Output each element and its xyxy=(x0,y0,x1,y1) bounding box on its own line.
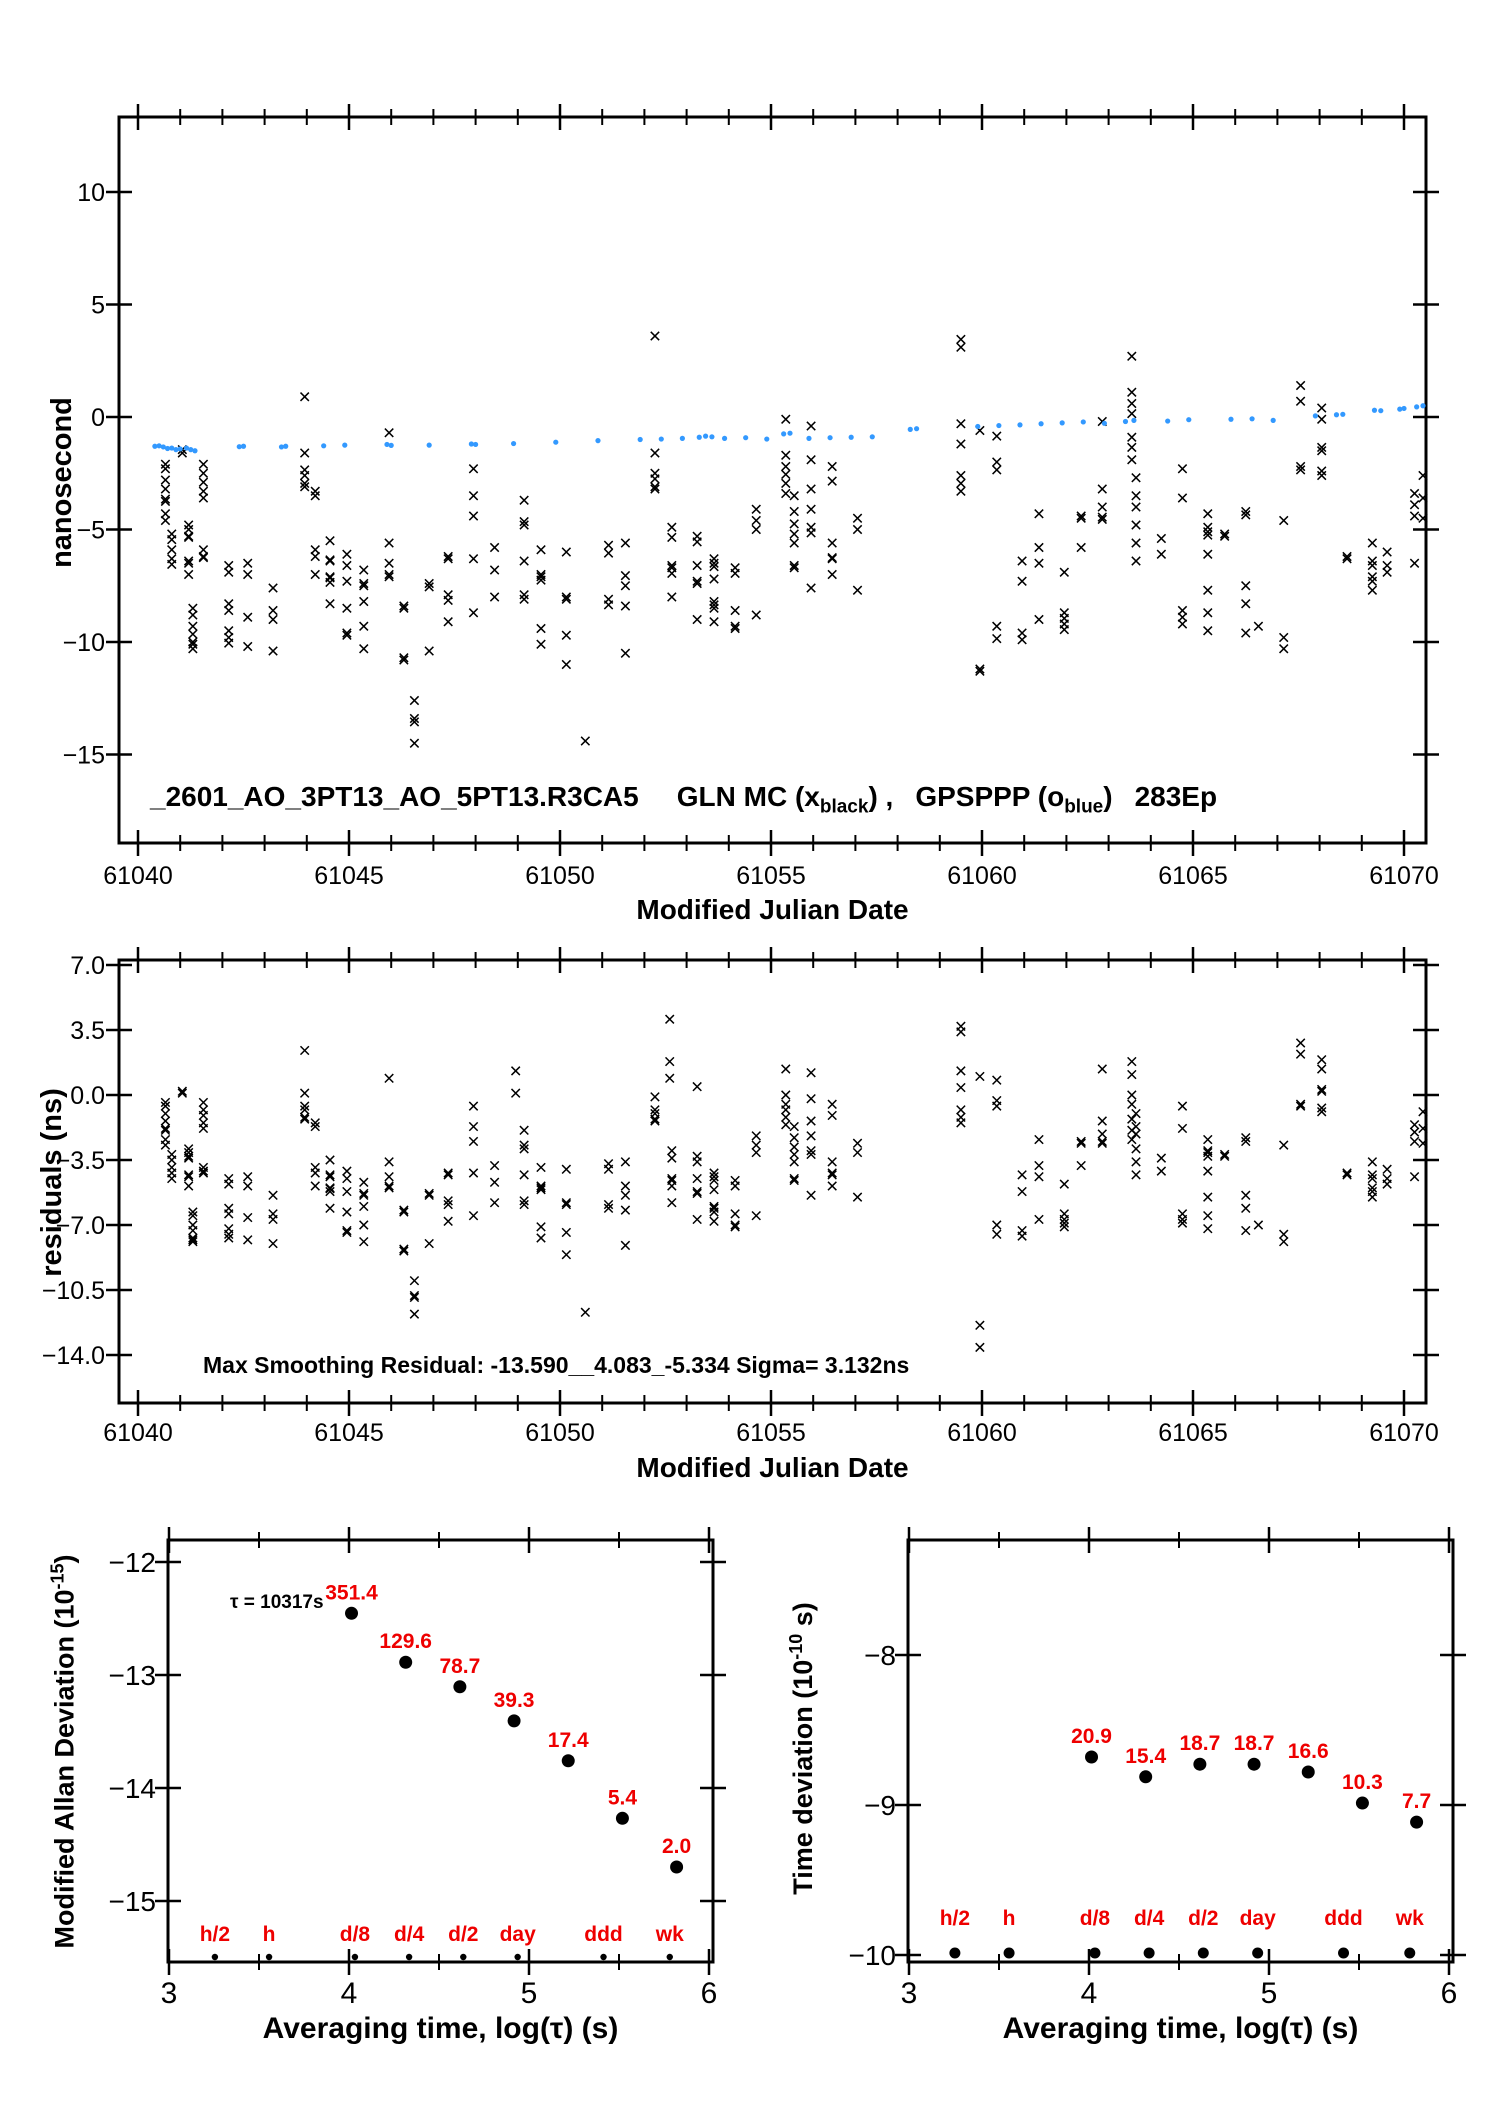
tau-annotation: τ = 10317s xyxy=(230,1592,324,1613)
svg-text:day: day xyxy=(1239,1907,1276,1930)
svg-text:−13: −13 xyxy=(108,1660,156,1691)
svg-text:61040: 61040 xyxy=(103,862,173,890)
svg-text:d/2: d/2 xyxy=(448,1923,479,1946)
svg-text:61055: 61055 xyxy=(736,1419,806,1447)
svg-text:61065: 61065 xyxy=(1158,862,1228,890)
svg-text:61050: 61050 xyxy=(525,1419,595,1447)
svg-text:61060: 61060 xyxy=(947,1419,1017,1447)
svg-text:d/8: d/8 xyxy=(339,1923,371,1946)
svg-text:ddd: ddd xyxy=(584,1923,623,1946)
tdev-tag-row xyxy=(940,1907,1424,1959)
svg-text:d/4: d/4 xyxy=(1133,1907,1165,1930)
svg-text:h/2: h/2 xyxy=(939,1907,971,1930)
svg-text:4: 4 xyxy=(1080,1977,1098,2010)
svg-text:d/8: d/8 xyxy=(1079,1907,1111,1930)
svg-text:7.7: 7.7 xyxy=(1401,1790,1432,1814)
svg-text:day: day xyxy=(499,1923,536,1946)
svg-text:ddd: ddd xyxy=(1324,1907,1363,1930)
svg-text:d/4: d/4 xyxy=(393,1923,425,1946)
svg-text:3.5: 3.5 xyxy=(70,1017,105,1046)
mid-x-axis-title: Modified Julian Date xyxy=(636,1452,909,1483)
svg-text:61055: 61055 xyxy=(736,862,806,890)
svg-text:15.4: 15.4 xyxy=(1125,1744,1167,1768)
svg-text:−14.0: −14.0 xyxy=(41,1341,105,1370)
svg-text:−10: −10 xyxy=(848,1940,896,1971)
series1-label: GLN MC $(x_{black})$ , xyxy=(676,781,894,818)
svg-text:6: 6 xyxy=(700,1977,718,2010)
svg-text:d/2: d/2 xyxy=(1188,1907,1219,1930)
svg-text:17.4: 17.4 xyxy=(547,1728,589,1752)
svg-text:−15: −15 xyxy=(108,1886,156,1917)
svg-text:18.7: 18.7 xyxy=(1233,1732,1275,1756)
tdev-data-points xyxy=(1071,1725,1431,1829)
max-smoothing-annotation: Max Smoothing Residual: -13.590__4.083_-5.334 Sigma= 3.132ns xyxy=(203,1352,910,1378)
svg-text:61045: 61045 xyxy=(314,862,384,890)
top-panel xyxy=(63,104,1439,890)
svg-text:−8: −8 xyxy=(864,1640,896,1671)
svg-text:3: 3 xyxy=(160,1977,178,2010)
svg-text:5.4: 5.4 xyxy=(607,1786,638,1810)
mad-tag-row xyxy=(200,1923,684,1960)
svg-text:18.7: 18.7 xyxy=(1179,1732,1221,1756)
tdev-panel xyxy=(849,1527,1467,2010)
svg-text:39.3: 39.3 xyxy=(493,1688,535,1712)
svg-text:5: 5 xyxy=(520,1977,538,2010)
svg-text:129.6: 129.6 xyxy=(379,1630,432,1654)
top-panel-title xyxy=(150,781,1217,819)
svg-text:5: 5 xyxy=(1260,1977,1278,2010)
svg-text:61050: 61050 xyxy=(525,862,595,890)
svg-text:4: 4 xyxy=(340,1977,358,2010)
svg-text:−12: −12 xyxy=(108,1547,156,1578)
svg-text:−3.5: −3.5 xyxy=(55,1146,105,1175)
svg-text:−9: −9 xyxy=(864,1790,896,1821)
svg-text:−14: −14 xyxy=(108,1773,156,1804)
svg-text:78.7: 78.7 xyxy=(439,1654,481,1678)
svg-text:61040: 61040 xyxy=(103,1419,173,1447)
svg-text:h/2: h/2 xyxy=(199,1923,231,1946)
svg-text:10: 10 xyxy=(77,179,105,207)
mad-data-points xyxy=(325,1581,691,1873)
svg-text:16.6: 16.6 xyxy=(1287,1740,1329,1763)
svg-text:−15: −15 xyxy=(62,741,105,770)
svg-text:−10: −10 xyxy=(62,629,105,657)
mad-x-axis-title: Averaging time, log(τ) (s) xyxy=(262,2012,619,2045)
svg-text:0: 0 xyxy=(91,404,105,432)
svg-text:−7.0: −7.0 xyxy=(55,1211,105,1240)
svg-text:h: h xyxy=(262,1923,276,1946)
svg-text:0.0: 0.0 xyxy=(70,1082,105,1110)
svg-text:−10.5: −10.5 xyxy=(41,1276,105,1305)
svg-text:61060: 61060 xyxy=(947,862,1017,890)
svg-text:3: 3 xyxy=(900,1977,918,2010)
svg-text:61065: 61065 xyxy=(1158,1419,1228,1447)
file-id-label: _2601_AO_3PT13_AO_5PT13.R3CA5 xyxy=(150,781,639,812)
svg-text:h: h xyxy=(1002,1907,1016,1930)
svg-text:10.3: 10.3 xyxy=(1341,1771,1383,1795)
svg-text:5: 5 xyxy=(91,291,105,320)
figure: 10 5 0 −5 −10 −15 61040 61045 61050 61055 61060 61065 61070 7.0 3.5 0.0 −3.5 −7.0 −10.5 −14.0 61040 61045 61050 61055 61060 61065 61070 3 4 5 6 −12 −13 −14 −15 351.4 129.6 78.7 39.3 17.4 5.4 2.0 h/2 h d/8 d/4 d/2 day ddd wk 3 4 5 6 −8 −9 −10 20.9 15.4 18.7 18.7 16.6 10.3 7.7 h/2 h d/8 d/4 d/2 day ddd wk _2601_AO_3PT13_AO_5PT13.R3CA5 GLN MC $(x_{black})$ , GPSPPP $(o_{blue})$ 283Ep nanosecond Modified Julian Date residuals (ns) Modified Julian Date Max Smoothing Residual: -13.590__4.083_-5.334 Sigma= 3.132ns Modified Allan Deviation $(10^{-15})$ Time deviation ($10^{-10}$ s) τ = 10317s Averaging time, log(τ) (s) Averaging time, log(τ) (s) xyxy=(0,0,1488,2105)
svg-text:61070: 61070 xyxy=(1369,1419,1439,1447)
series2-label: GPSPPP $(o_{blue})$ xyxy=(915,781,1113,818)
svg-text:7.0: 7.0 xyxy=(70,952,105,981)
svg-text:61070: 61070 xyxy=(1369,862,1439,890)
svg-text:2.0: 2.0 xyxy=(661,1834,692,1858)
top-series-blue-dots xyxy=(152,403,1425,453)
svg-text:6: 6 xyxy=(1440,1977,1458,2010)
svg-text:351.4: 351.4 xyxy=(325,1581,378,1605)
svg-text:wk: wk xyxy=(655,1923,684,1946)
svg-text:−5: −5 xyxy=(76,516,105,545)
mid-series-x-markers xyxy=(161,1015,1427,1352)
svg-text:20.9: 20.9 xyxy=(1071,1725,1112,1748)
epochs-label: 283Ep xyxy=(1134,781,1218,812)
tdev-x-axis-title: Averaging time, log(τ) (s) xyxy=(1002,2012,1359,2045)
top-series-x-markers xyxy=(161,332,1427,748)
top-x-axis-title: Modified Julian Date xyxy=(636,894,909,925)
svg-text:61045: 61045 xyxy=(314,1419,384,1447)
svg-text:wk: wk xyxy=(1395,1907,1424,1930)
